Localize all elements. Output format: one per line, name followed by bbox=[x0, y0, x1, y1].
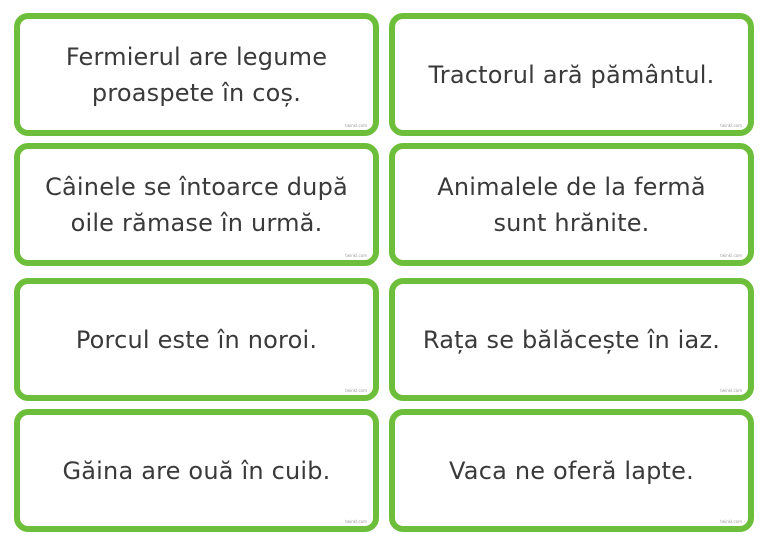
card-footer-mark: twinkl.com bbox=[345, 519, 367, 524]
card-footer-mark: twinkl.com bbox=[345, 253, 367, 258]
sentence-card-3 bbox=[14, 143, 379, 266]
sentence-card-4 bbox=[389, 143, 754, 266]
sentence-card-8 bbox=[389, 409, 754, 532]
sentence-card-7 bbox=[14, 409, 379, 532]
sentence-card-text: Rața se bălăcește în iaz. bbox=[422, 325, 721, 354]
sentence-card-6 bbox=[389, 278, 754, 401]
card-footer-mark: twinkl.com bbox=[345, 123, 367, 128]
sentence-card-text: Câinele se întoarce după oile rămase în urmă. bbox=[45, 172, 348, 237]
sentence-card-text: Vaca ne oferă lapte. bbox=[449, 456, 694, 485]
sentence-card-text: Porcul este în noroi. bbox=[75, 325, 318, 354]
sentence-card-text: Tractorul ară pământul. bbox=[428, 60, 715, 89]
card-footer-mark: twinkl.com bbox=[345, 388, 367, 393]
sentence-card-2 bbox=[389, 13, 754, 136]
card-footer-mark: twinkl.com bbox=[720, 519, 742, 524]
sentence-card-text: Animalele de la fermă sunt hrănite. bbox=[437, 172, 706, 237]
sentence-card-text: Fermierul are legume proaspete în coș. bbox=[65, 42, 328, 107]
card-footer-mark: twinkl.com bbox=[720, 123, 742, 128]
card-footer-mark: twinkl.com bbox=[720, 253, 742, 258]
sentence-card-1 bbox=[14, 13, 379, 136]
sentence-card-5 bbox=[14, 278, 379, 401]
card-footer-mark: twinkl.com bbox=[720, 388, 742, 393]
sentence-card-text: Găina are ouă în cuib. bbox=[62, 456, 331, 485]
